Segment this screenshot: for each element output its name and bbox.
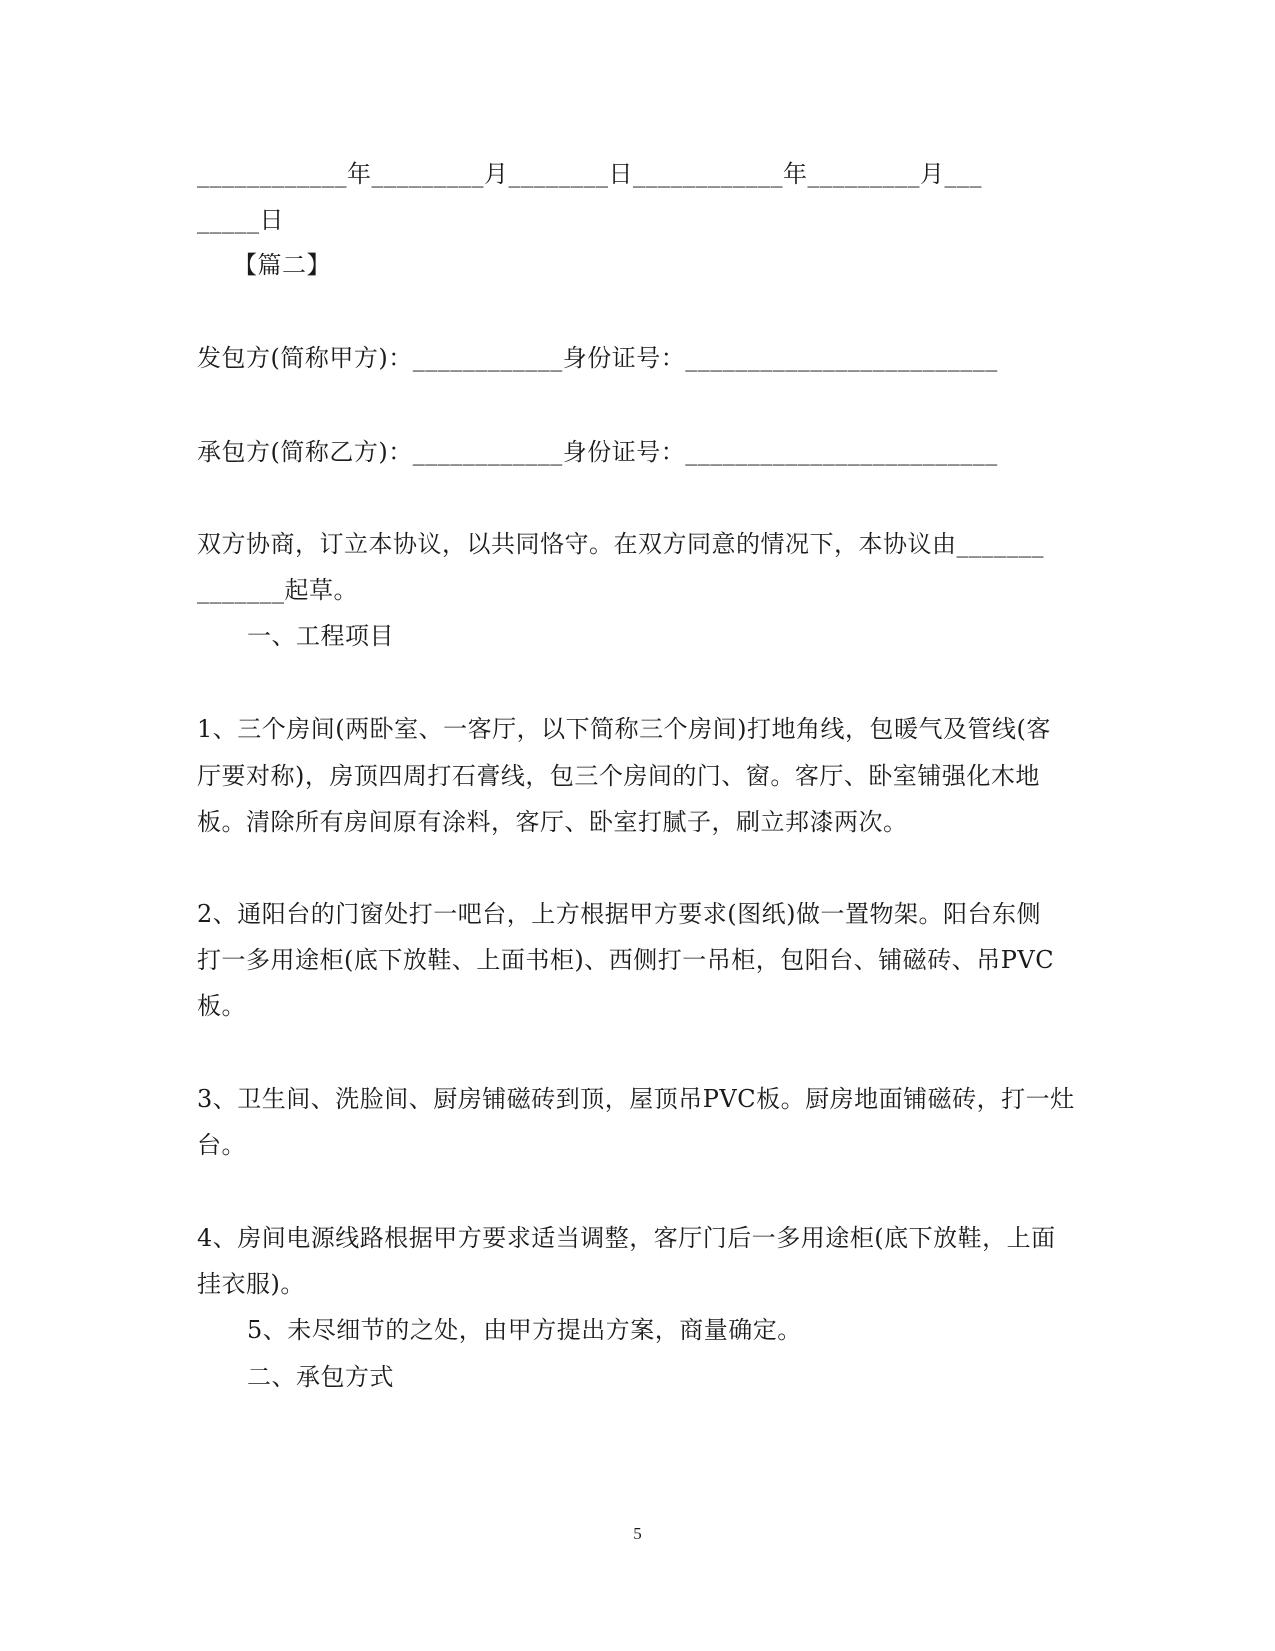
item-4-line-2: 挂衣服)。	[197, 1270, 305, 1298]
party-a-line: 发包方(简称甲方)：____________身份证号：_________________________	[197, 344, 998, 372]
page-number: 5	[633, 1524, 642, 1543]
item-3-line-1: 3、卫生间、洗脸间、厨房铺磁砖到顶，屋顶吊PVC板。厨房地面铺磁砖，打一灶	[197, 1085, 1075, 1113]
heading-contract-method: 二、承包方式	[247, 1363, 394, 1391]
item-2-line-3: 板。	[197, 992, 246, 1020]
date-line-continued: _____日	[197, 206, 284, 234]
item-5: 5、未尽细节的之处，由甲方提出方案，商量确定。	[247, 1316, 802, 1344]
item-1-line-3: 板。清除所有房间原有涂料，客厅、卧室打腻子，刷立邦漆两次。	[197, 808, 908, 836]
party-b-line: 承包方(简称乙方)：____________身份证号：_________________________	[197, 438, 998, 466]
item-4-line-1: 4、房间电源线路根据甲方要求适当调整，客厅门后一多用途柜(底下放鞋，上面	[197, 1224, 1056, 1252]
date-line: ____________年_________月________日____________年_________月___	[197, 160, 982, 188]
section-heading: 【篇二】	[233, 251, 331, 279]
item-2-line-1: 2、通阳台的门窗处打一吧台，上方根据甲方要求(图纸)做一置物架。阳台东侧	[197, 900, 1041, 928]
heading-project: 一、工程项目	[247, 622, 394, 650]
item-2-line-2: 打一多用途柜(底下放鞋、上面书柜)、西侧打一吊柜，包阳台、铺磁砖、吊PVC	[197, 946, 1055, 974]
item-3-line-2: 台。	[197, 1131, 246, 1159]
item-1-line-1: 1、三个房间(两卧室、一客厅，以下简称三个房间)打地角线，包暖气及管线(客	[197, 715, 1051, 743]
agreement-paragraph: 双方协商，订立本协议，以共同恪守。在双方同意的情况下，本协议由_______	[197, 530, 1044, 558]
agreement-paragraph-continued: _______起草。	[197, 576, 358, 604]
item-1-line-2: 厅要对称)，房顶四周打石膏线，包三个房间的门、窗。客厅、卧室铺强化木地	[197, 762, 1040, 790]
